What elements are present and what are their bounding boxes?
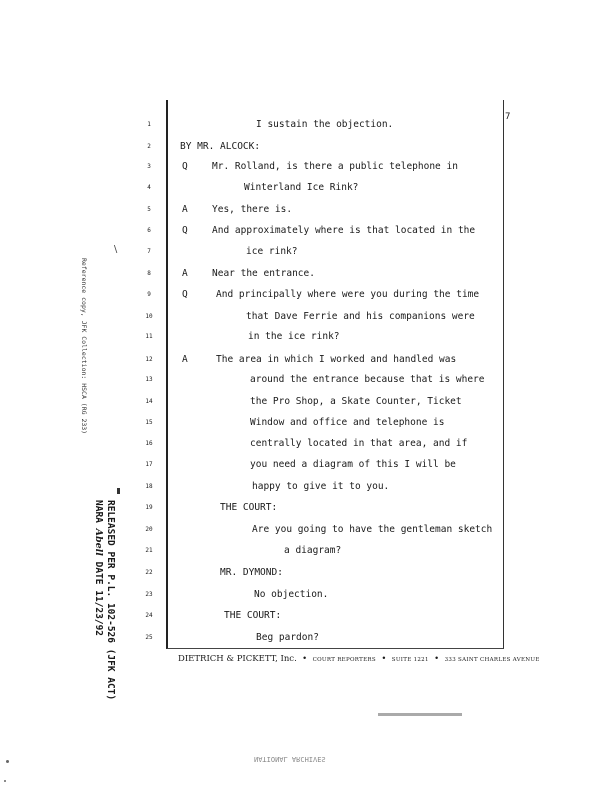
line-text: Are you going to have the gentleman sketch	[252, 524, 493, 535]
line-text: The area in which I worked and handled was	[216, 354, 457, 365]
line-text: And principally where were you during the time	[216, 289, 480, 300]
pen-mark: ∖	[112, 245, 119, 256]
line-number: 16	[145, 440, 153, 447]
release-signature-line	[92, 500, 104, 700]
line-number: 19	[145, 504, 153, 511]
line-number: 22	[145, 569, 153, 576]
speaker-marker: Q	[182, 161, 188, 172]
line-number: 13	[145, 376, 153, 383]
footer-firm: DIETRICH & PICKETT, Inc.	[178, 654, 297, 664]
line-text: And approximately where is that located in the	[212, 225, 476, 236]
line-text: Mr. Rolland, is there a public telephone in	[212, 161, 458, 172]
scan-speck	[117, 488, 120, 494]
line-text: MR. DYMOND:	[220, 567, 283, 578]
line-number: 23	[145, 591, 153, 598]
speaker-marker: Q	[182, 289, 188, 300]
line-text: a diagram?	[284, 545, 342, 556]
line-number: 17	[145, 461, 153, 468]
release-line: RELEASED PER P.L. 102-526 (JFK ACT)	[105, 500, 116, 701]
line-text: in the ice rink?	[248, 331, 340, 342]
line-number: 1	[147, 121, 151, 128]
line-number: 20	[145, 526, 153, 533]
line-text: happy to give it to you.	[252, 481, 390, 492]
archive-reference-stamp: Reference copy, JFK Collection: HSCA (RG 233)	[80, 258, 88, 435]
line-text: around the entrance because that is where	[250, 374, 485, 385]
line-number: 6	[147, 227, 151, 234]
line-text: centrally located in that area, and if	[250, 438, 468, 449]
release-date-label: DATE	[93, 561, 104, 585]
line-text: Winterland Ice Rink?	[244, 182, 359, 193]
speaker-marker: A	[182, 354, 188, 365]
bleed-through-text: NATIONAL ARCHIVES	[254, 755, 326, 763]
line-number: 4	[147, 184, 151, 191]
line-number: 15	[145, 419, 153, 426]
release-date: 11/23/92	[93, 590, 104, 637]
line-number: 5	[147, 206, 151, 213]
line-text: Window and office and telephone is	[250, 417, 445, 428]
line-text: ice rink?	[246, 246, 298, 257]
line-number: 24	[145, 612, 153, 619]
footer-role: COURT REPORTERS	[312, 657, 376, 663]
line-number: 21	[145, 547, 153, 554]
line-number: 7	[147, 248, 151, 255]
line-number: 3	[147, 163, 151, 170]
release-stamp	[92, 500, 116, 700]
page-number: 7	[505, 112, 511, 122]
scan-speck	[4, 780, 6, 782]
line-text: No objection.	[254, 589, 329, 600]
footer-suite: SUITE 1221	[391, 657, 429, 663]
line-number: 25	[145, 634, 153, 641]
line-number: 11	[145, 333, 153, 340]
line-number: 9	[147, 291, 151, 298]
line-text: Near the entrance.	[212, 268, 315, 279]
line-number: 8	[147, 270, 151, 277]
scan-speck	[6, 760, 9, 763]
line-number: 2	[147, 143, 151, 150]
footer-address: 333 SAINT CHARLES AVENUE	[444, 657, 540, 663]
line-number: 14	[145, 398, 153, 405]
line-text: that Dave Ferrie and his companions were	[246, 311, 475, 322]
speaker-marker: A	[182, 268, 188, 279]
line-number: 12	[145, 356, 153, 363]
line-text: BY MR. ALCOCK:	[180, 141, 261, 152]
line-number: 18	[145, 483, 153, 490]
reporter-footer: DIETRICH & PICKETT, Inc. • COURT REPORTERS • SUITE 1221 • 333 SAINT CHARLES AVENUE	[178, 654, 540, 664]
line-text: you need a diagram of this I will be	[250, 459, 456, 470]
scan-smudge	[378, 713, 462, 716]
release-signature: Abell	[93, 528, 104, 556]
line-text: THE COURT:	[224, 610, 282, 621]
line-text: Beg pardon?	[256, 632, 319, 643]
line-text: Yes, there is.	[212, 204, 293, 215]
speaker-marker: A	[182, 204, 188, 215]
line-text: the Pro Shop, a Skate Counter, Ticket	[250, 396, 462, 407]
speaker-marker: Q	[182, 225, 188, 236]
line-text: I sustain the objection.	[256, 119, 394, 130]
release-nara-label: NARA	[93, 500, 104, 523]
line-text: THE COURT:	[220, 502, 278, 513]
line-number: 10	[145, 313, 153, 320]
